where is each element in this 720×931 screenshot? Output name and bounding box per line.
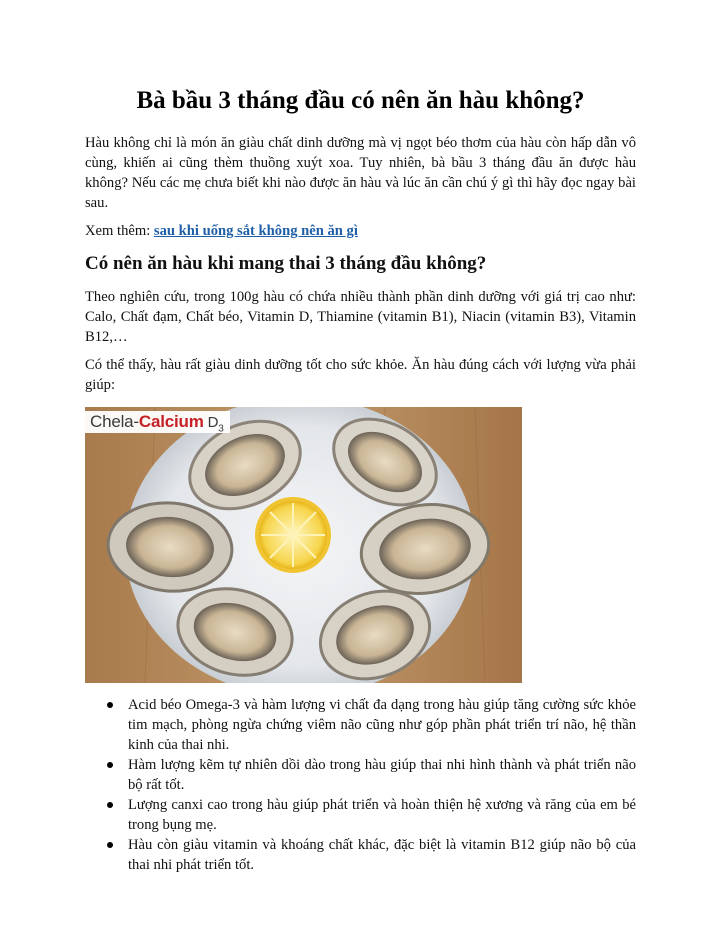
section-heading: Có nên ăn hàu khi mang thai 3 tháng đầu không?	[85, 253, 487, 274]
bullet-icon	[107, 702, 113, 708]
see-also-line	[85, 221, 636, 241]
benefits-intro-paragraph: Có thể thấy, hàu rất giàu dinh dưỡng tốt cho sức khỏe. Ăn hàu đúng cách với lượng vừa phải giúp:	[85, 357, 636, 393]
brand-logo: Chela-Calcium $D_3$	[85, 411, 230, 433]
oysters-image	[85, 407, 522, 683]
intro-paragraph: Hàu không chỉ là món ăn giàu chất dinh dưỡng mà vị ngọt béo thơm của hàu còn hấp dẫn vô cùng, khiến ai cũng thèm thuồng xuýt xoa. Tuy nhiên, bà bầu 3 tháng đầu ăn được hàu không? Nếu các mẹ chưa biết khi nào được ăn hàu và lúc ăn cần chú ý gì thì hãy đọc ngay bài sau.	[85, 135, 636, 211]
see-also-link[interactable]: sau khi uống sắt không nên ăn gì	[153, 223, 358, 239]
nutrition-paragraph: Theo nghiên cứu, trong 100g hàu có chứa nhiều thành phần dinh dưỡng với giá trị cao như: Calo, Chất đạm, Chất béo, Vitamin D, Thiamine (vitamin B1), Niacin (vitamin B3), Vitamin B12,…	[85, 289, 636, 345]
list-item: Hàu còn giàu vitamin và khoáng chất khác, đặc biệt là vitamin B12 giúp não bộ của thai nhi phát triển tốt.	[128, 835, 636, 875]
page-title: Bà bầu 3 tháng đầu có nên ăn hàu không?	[136, 87, 585, 114]
bullet-icon	[107, 802, 113, 808]
lemon-slice	[255, 497, 331, 573]
list-item: Lượng canxi cao trong hàu giúp phát triển và hoàn thiện hệ xương và răng của em bé trong bụng mẹ.	[128, 795, 636, 835]
list-item: Hàm lượng kẽm tự nhiên dồi dào trong hàu giúp thai nhi hình thành và phát triển não bộ rất tốt.	[128, 755, 636, 795]
see-also-prefix: Xem thêm:	[85, 223, 154, 239]
benefits-list	[85, 695, 636, 875]
article-body	[85, 84, 636, 875]
oysters-illustration	[85, 407, 522, 683]
list-item: Acid béo Omega-3 và hàm lượng vi chất đa dạng trong hàu giúp tăng cường sức khỏe tim mạch, phòng ngừa chứng viêm não cũng như góp phần phát triển trí não, hệ thần kinh của thai nhi.	[128, 695, 636, 755]
bullet-icon	[107, 842, 113, 848]
bullet-icon	[107, 762, 113, 768]
